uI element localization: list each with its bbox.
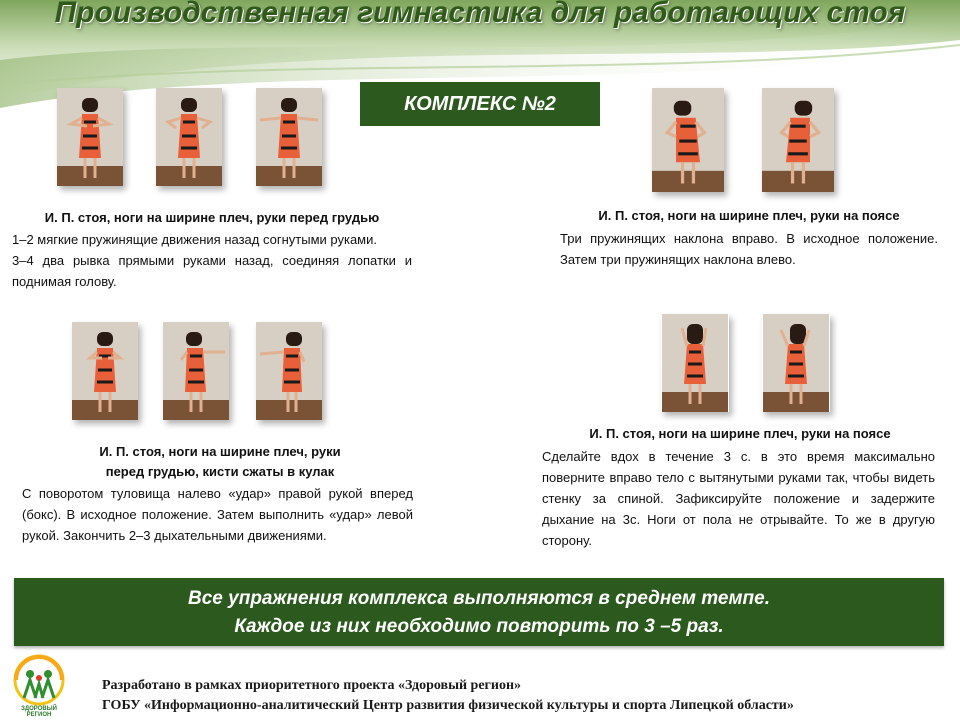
page-title: Производственная гимнастика для работающих стоя bbox=[54, 0, 906, 29]
exercise-3-photo-3 bbox=[256, 322, 322, 420]
exercise-3-photo-1 bbox=[72, 322, 138, 420]
exercise-1-photo-3 bbox=[256, 88, 322, 186]
footer-line-2: ГОБУ «Информационно-аналитический Центр развития физической культуры и спорта Липецкой области» bbox=[102, 698, 794, 713]
exercise-photo-icon bbox=[661, 314, 729, 412]
exercise-3-line-1: С поворотом туловища налево «удар» правой рукой вперед (бокс). В исходное положение. Затем выполнить «удар» левой рукой. Закончить 2–3 дыхательными движениями. bbox=[22, 486, 413, 543]
healthy-region-logo bbox=[8, 652, 70, 718]
complex-badge: КОМПЛЕКС №2 bbox=[360, 82, 600, 126]
exercise-3-heading bbox=[20, 442, 420, 482]
exercise-1-description bbox=[12, 229, 412, 292]
exercise-3-photo-2 bbox=[163, 322, 229, 420]
exercise-photo-icon bbox=[72, 322, 138, 420]
exercise-photo-icon bbox=[256, 322, 322, 420]
exercise-4-heading: И. П. стоя, ноги на ширине плеч, руки на поясе bbox=[589, 426, 891, 441]
healthy-region-logo-icon bbox=[8, 652, 70, 714]
exercise-photo-icon bbox=[57, 88, 123, 186]
exercise-3-description bbox=[22, 483, 413, 546]
exercise-4-photo-2 bbox=[762, 314, 830, 412]
exercise-1-line-1: 1–2 мягкие пружинящие движения назад согнутыми руками. bbox=[12, 232, 377, 247]
exercise-photo-icon bbox=[163, 322, 229, 420]
exercise-2-photo-2 bbox=[762, 88, 834, 192]
footer-credits bbox=[102, 676, 794, 716]
summary-banner-line-2: Каждое из них необходимо повторить по 3 –5 раз. bbox=[234, 616, 724, 637]
exercise-1-photo-2 bbox=[156, 88, 222, 186]
exercise-4-photo-1 bbox=[661, 314, 729, 412]
exercise-2-photo-1 bbox=[652, 88, 724, 192]
summary-banner-line-1: Все упражнения комплекса выполняются в среднем темпе. bbox=[188, 588, 770, 609]
exercise-photo-icon bbox=[256, 88, 322, 186]
summary-banner bbox=[14, 578, 944, 646]
exercise-1-heading: И. П. стоя, ноги на ширине плеч, руки перед грудью bbox=[44, 210, 380, 225]
exercise-photo-icon bbox=[762, 88, 834, 192]
footer-line-1: Разработано в рамках приоритетного проекта «Здоровый регион» bbox=[102, 678, 522, 693]
exercise-photo-icon bbox=[762, 314, 830, 412]
exercise-photo-icon bbox=[652, 88, 724, 192]
exercise-1-line-2: 3–4 два рывка прямыми руками назад, соединяя лопатки и поднимая голову. bbox=[12, 253, 412, 289]
exercise-3-heading-line-1: И. П. стоя, ноги на ширине плеч, руки bbox=[99, 444, 341, 459]
exercise-2-description bbox=[560, 228, 938, 270]
exercise-2-line-1: Три пружинящих наклона вправо. В исходное положение. Затем три пружинящих наклона влево. bbox=[560, 231, 938, 267]
exercise-photo-icon bbox=[156, 88, 222, 186]
exercise-4-description bbox=[542, 446, 935, 551]
logo-caption: ЗДОРОВЫЙ РЕГИОН bbox=[21, 706, 57, 718]
exercise-2-heading: И. П. стоя, ноги на ширине плеч, руки на поясе bbox=[598, 208, 900, 223]
exercise-4-line-1: Сделайте вдох в течение 3 с. в это время максимально поверните вправо тело с вытянутыми руками так, чтобы видеть стенку за спиной. Зафиксируйте положение и задержите дыхание на 3с. Ноги от пола не отрывайте. То же в другую сторону. bbox=[542, 449, 935, 548]
exercise-1-photo-1 bbox=[57, 88, 123, 186]
exercise-3-heading-line-2: перед грудью, кисти сжаты в кулак bbox=[105, 464, 335, 479]
